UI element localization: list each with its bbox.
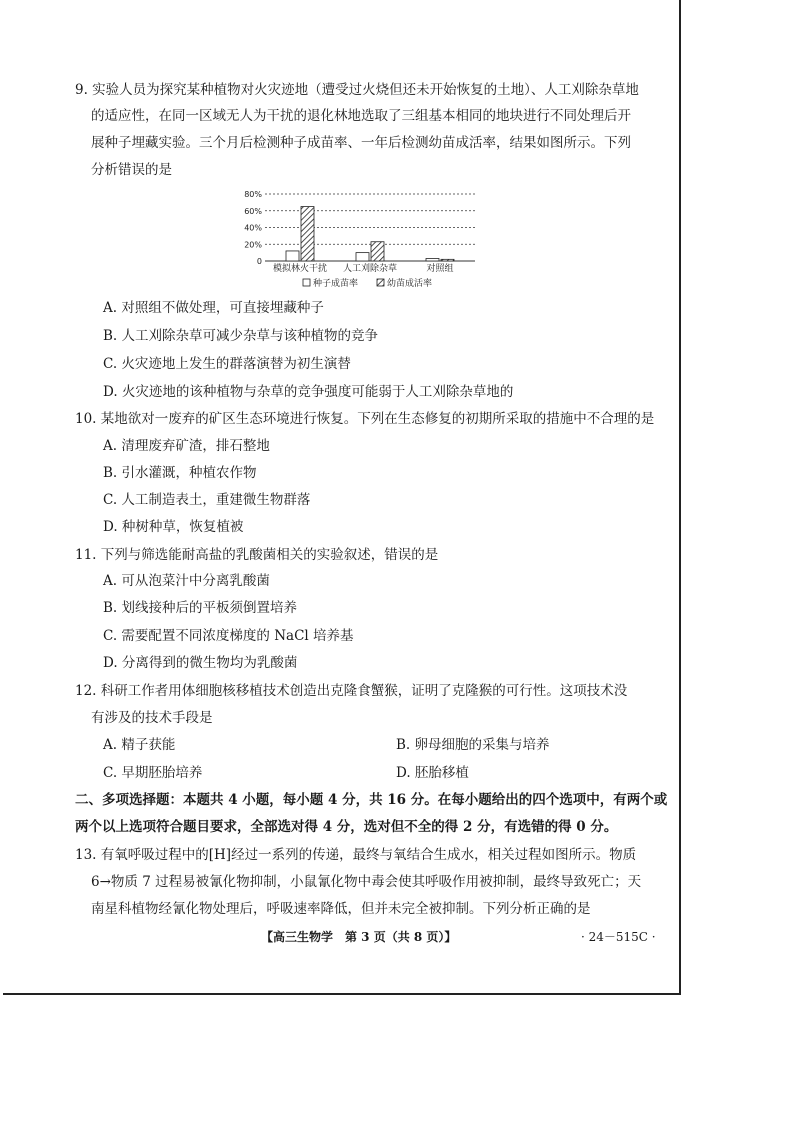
chart-legend bbox=[303, 277, 432, 289]
q9-option-b: B. 人工刈除杂草可减少杂草与该种植物的竞争 bbox=[103, 328, 379, 344]
chart-legend-swatch bbox=[377, 279, 384, 286]
q12-option-d: D. 胚胎移植 bbox=[396, 765, 469, 781]
chart-x-tick-label: 人工刈除杂草 bbox=[342, 264, 398, 274]
q9-option-c: C. 火灾迹地上发生的群落演替为初生演替 bbox=[103, 356, 351, 372]
chart-bar-survival-rate bbox=[441, 259, 454, 261]
q11-option-a: A. 可从泡菜汁中分离乳酸菌 bbox=[103, 573, 270, 589]
page-footer-code: · 24－515C · bbox=[581, 930, 656, 944]
chart-bar-survival-rate bbox=[301, 207, 314, 261]
chart-legend-swatch bbox=[303, 279, 310, 286]
chart-y-tick-label: 20% bbox=[244, 240, 262, 250]
q9-bar-chart bbox=[233, 186, 483, 292]
q9-line-1: 9. 实验人员为探究某种植物对火灾迹地（遭受过火烧但还未开始恢复的土地）、人工刈除杂草地 bbox=[75, 82, 639, 98]
q13-line-1: 13. 有氧呼吸过程中的[H]经过一系列的传递，最终与氧结合生成水，相关过程如图所示。物质 bbox=[75, 847, 637, 863]
chart-x-tick-label: 对照组 bbox=[426, 264, 454, 274]
chart-bar-seedling-rate bbox=[356, 253, 369, 261]
chart-y-tick-label: 80% bbox=[244, 190, 262, 199]
q12-line-2: 有涉及的技术手段是 bbox=[91, 710, 213, 726]
chart-y-tick-label: 40% bbox=[244, 223, 262, 233]
q13-line-2: 6→物质 7 过程易被氰化物抑制，小鼠氰化物中毒会使其呼吸作用被抑制，最终导致死亡；天 bbox=[91, 874, 642, 890]
chart-x-tick-label: 模拟林火干扰 bbox=[272, 264, 328, 274]
q12-option-b: B. 卵母细胞的采集与培养 bbox=[396, 737, 550, 753]
q10-stem: 10. 某地欲对一废弃的矿区生态环境进行恢复。下列在生态修复的初期所采取的措施中不合理的是 bbox=[75, 411, 655, 427]
q10-option-a: A. 清理废弃矿渣，排石整地 bbox=[103, 438, 270, 454]
chart-bars bbox=[286, 207, 454, 261]
q9-line-2: 的适应性，在同一区域无人为干扰的退化林地选取了三组基本相同的地块进行不同处理后开 bbox=[91, 108, 631, 124]
q12-option-a: A. 精子获能 bbox=[103, 737, 176, 753]
q9-line-3: 展种子埋藏实验。三个月后检测种子成苗率、一年后检测幼苗成活率，结果如图所示。下列 bbox=[91, 135, 631, 151]
q10-option-c: C. 人工制造表土，重建微生物群落 bbox=[103, 492, 311, 508]
q11-stem: 11. 下列与筛选能耐高盐的乳酸菌相关的实验叙述，错误的是 bbox=[75, 547, 439, 563]
q13-line-3: 南星科植物经氰化物处理后，呼吸速率降低，但并未完全被抑制。下列分析正确的是 bbox=[91, 901, 591, 917]
q12-option-c: C. 早期胚胎培养 bbox=[103, 765, 203, 781]
q12-line-1: 12. 科研工作者用体细胞核移植技术创造出克隆食蟹猴，证明了克隆猴的可行性。这项技术没 bbox=[75, 683, 628, 699]
chart-bar-survival-rate bbox=[371, 242, 384, 261]
page-sheet bbox=[3, 0, 681, 995]
q11-option-b: B. 划线接种后的平板须倒置培养 bbox=[103, 600, 298, 616]
q9-line-4: 分析错误的是 bbox=[91, 162, 172, 178]
q10-option-d: D. 种树种草，恢复植被 bbox=[103, 519, 244, 535]
chart-y-ticks bbox=[244, 190, 262, 266]
section2-line-2: 两个以上选项符合题目要求，全部选对得 4 分，选对但不全的得 2 分，有选错的得 0 分。 bbox=[75, 819, 618, 835]
q11-option-d: D. 分离得到的微生物均为乳酸菌 bbox=[103, 655, 298, 671]
chart-legend-label: 种子成苗率 bbox=[313, 279, 359, 289]
q9-option-a: A. 对照组不做处理，可直接埋藏种子 bbox=[103, 300, 324, 316]
chart-y-tick-label: 60% bbox=[244, 206, 262, 216]
q10-option-b: B. 引水灌溉，种植农作物 bbox=[103, 465, 257, 481]
section2-line-1: 二、多项选择题：本题共 4 小题，每小题 4 分，共 16 分。在每小题给出的四个选项中，有两个或 bbox=[75, 792, 668, 808]
q11-option-c: C. 需要配置不同浓度梯度的 NaCl 培养基 bbox=[103, 628, 354, 644]
q9-option-d: D. 火灾迹地的该种植物与杂草的竞争强度可能弱于人工刈除杂草地的 bbox=[103, 384, 514, 400]
page-footer-title: 【高三生物学 第 3 页（共 8 页）】 bbox=[261, 930, 457, 944]
chart-legend-label: 幼苗成活率 bbox=[387, 279, 433, 289]
chart-bar-seedling-rate bbox=[286, 251, 299, 261]
chart-bar-seedling-rate bbox=[426, 258, 439, 261]
chart-x-ticks bbox=[273, 262, 454, 274]
chart-y-tick-label: 0 bbox=[256, 257, 262, 266]
